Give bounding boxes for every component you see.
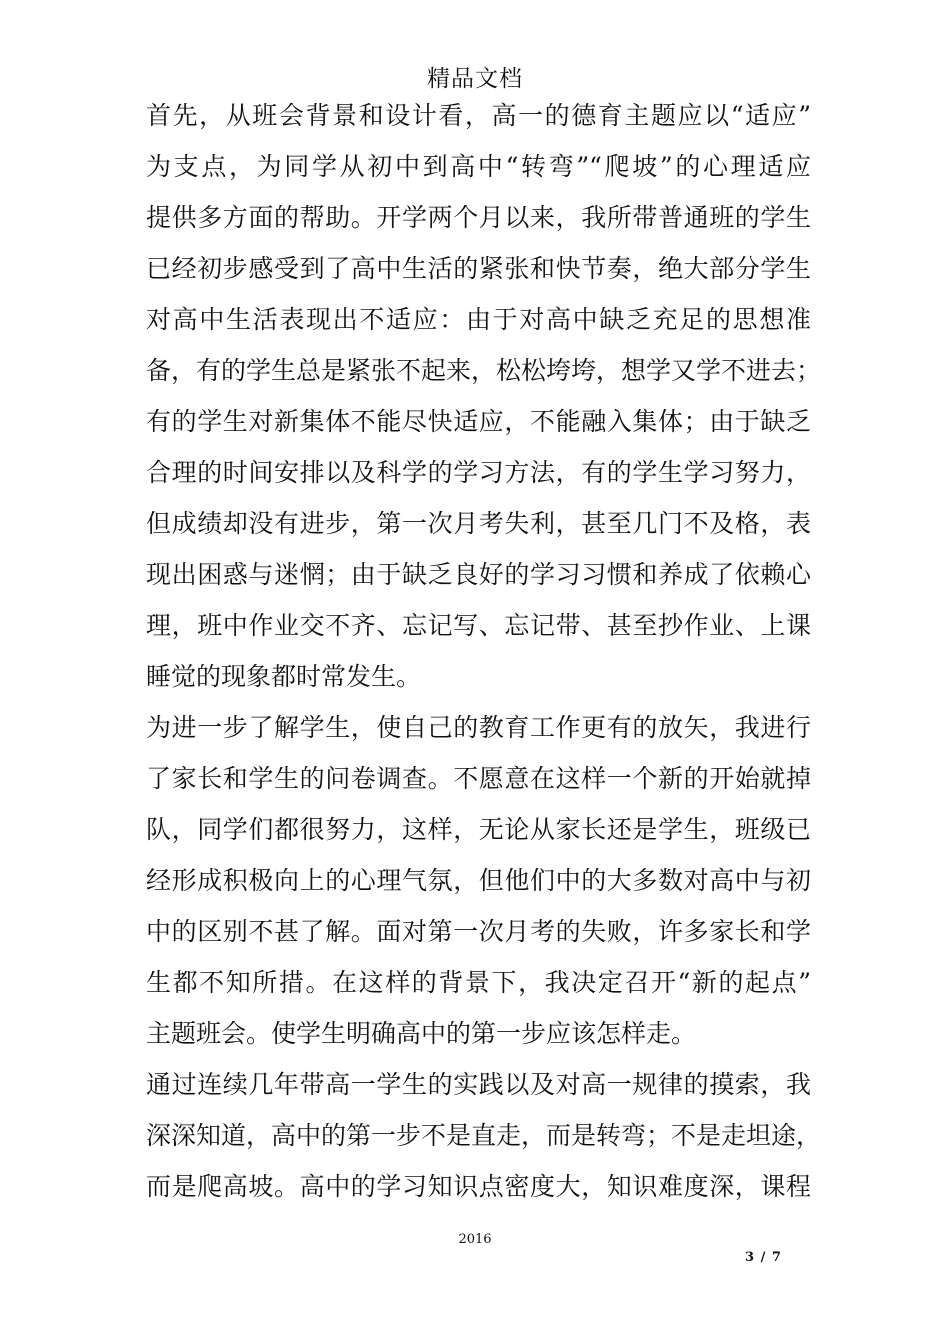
text-line: 主题班会。使学生明确高中的第一步应该怎样走。 (146, 1019, 697, 1048)
footer-year: 2016 (458, 1232, 492, 1247)
text-line: 首先，从班会背景和设计看，高一的德育主题应以“适应” (146, 101, 811, 130)
text-line: 但成绩却没有进步，第一次月考失利，甚至几门不及格，表 (146, 509, 811, 538)
text-line: 备，有的学生总是紧张不起来，松松垮垮，想学又学不进去； (146, 356, 822, 385)
text-line: 睡觉的现象都时常发生。 (146, 662, 422, 691)
text-line: 为支点，为同学从初中到高中“转弯”“爬坡”的心理适应 (146, 152, 811, 181)
text-line: 理，班中作业交不齐、忘记写、忘记带、甚至抄作业、上课 (146, 611, 811, 640)
text-line: 为进一步了解学生，使自己的教育工作更有的放矢，我进行 (146, 713, 811, 742)
text-line: 通过连续几年带高一学生的实践以及对高一规律的摸索，我 (146, 1070, 811, 1099)
text-line: 合理的时间安排以及科学的学习方法，有的学生学习努力， (146, 458, 811, 487)
text-line: 而是爬高坡。高中的学习知识点密度大，知识难度深，课程 (146, 1172, 811, 1201)
text-line: 队，同学们都很努力，这样，无论从家长还是学生，班级已 (146, 815, 811, 844)
text-line: 现出困惑与迷惘；由于缺乏良好的学习习惯和养成了依赖心 (146, 560, 811, 589)
document-body (146, 90, 822, 1212)
text-line: 了家长和学生的问卷调查。不愿意在这样一个新的开始就掉 (146, 764, 811, 793)
text-line: 提供多方面的帮助。开学两个月以来，我所带普通班的学生 (146, 203, 811, 232)
text-line: 经形成积极向上的心理气氛，但他们中的大多数对高中与初 (146, 866, 811, 895)
page-header-title: 精品文档 (427, 66, 523, 92)
text-line: 对高中生活表现出不适应：由于对高中缺乏充足的思想准 (146, 305, 811, 334)
text-line: 深深知道，高中的第一步不是直走，而是转弯；不是走坦途， (146, 1121, 822, 1150)
text-line: 生都不知所措。在这样的背景下，我决定召开“新的起点” (146, 968, 811, 997)
text-line: 已经初步感受到了高中生活的紧张和快节奏，绝大部分学生 (146, 254, 811, 283)
text-line: 有的学生对新集体不能尽快适应，不能融入集体；由于缺乏 (146, 407, 811, 436)
page-number: 3 / 7 (745, 1250, 782, 1265)
text-line: 中的区别不甚了解。面对第一次月考的失败，许多家长和学 (146, 917, 811, 946)
